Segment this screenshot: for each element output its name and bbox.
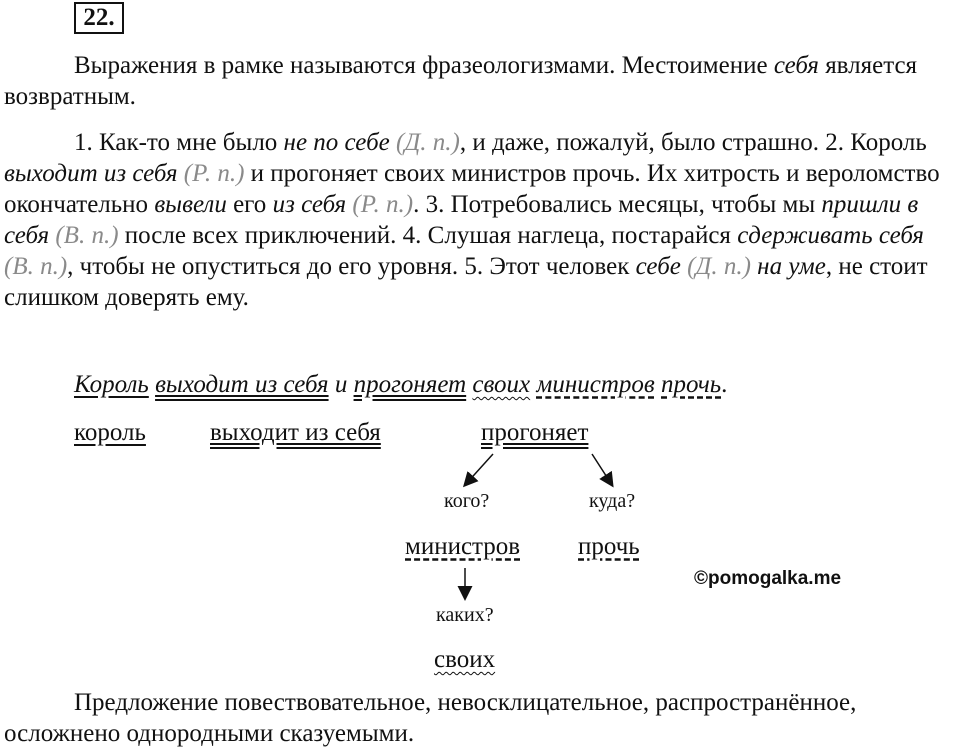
s4-case: (В. п.) — [4, 253, 68, 280]
s5-phrase1: себе — [635, 253, 681, 280]
s1-text: 1. Как-то мне было — [74, 129, 284, 156]
analysis-conjunction: и — [334, 371, 348, 398]
intro-pronoun: себя — [773, 52, 819, 79]
analysis-object: министров — [536, 371, 655, 398]
s3-text-b: после всех приключений. 4. Слушая наглеца, постарайся — [118, 222, 738, 249]
s2-mid: его — [226, 191, 273, 218]
analysis-subject: Король — [74, 371, 149, 398]
s2-text: и прогоняет своих министров прочь. Их хитрость и вероломство окончательно — [4, 160, 940, 218]
s3-phrase: пришли в себя — [4, 191, 919, 249]
scheme-attribute: своих — [434, 646, 496, 673]
s1-text-b: , и даже, пожалуй, было страшно. 2. Король — [459, 129, 927, 156]
s4-text: , чтобы не опуститься до его уровня. 5. Этот человек — [67, 253, 636, 280]
watermark: ©pomogalka.me — [694, 568, 842, 589]
s1-phrase: не по себе — [283, 129, 390, 156]
arrow-to-whom — [465, 454, 493, 485]
s3-text: . 3. Потребовались месяцы, чтобы мы — [413, 191, 822, 218]
s5-case: (Д. п.) — [680, 253, 751, 280]
analysis-attribute: своих — [472, 371, 531, 398]
question-which: каких? — [436, 604, 494, 626]
arrow-to-where — [592, 454, 612, 485]
s2-phrase: выходит из себя — [4, 160, 178, 187]
analysis-predicate-1: выходит из себя — [155, 371, 329, 398]
s2-phrase2a: вывели — [154, 191, 227, 218]
exercise-number: 22. — [74, 2, 124, 34]
analysis-adverbial: прочь — [661, 371, 722, 398]
scheme-subject: король — [74, 419, 146, 446]
question-whom: кого? — [444, 490, 490, 512]
scheme-predicate-2: прогоняет — [481, 419, 589, 446]
analysis-period: . — [721, 371, 728, 398]
s2-case: (Р. п.) — [177, 160, 245, 187]
s1-case: (Д. п.) — [389, 129, 460, 156]
scheme-predicate-1: выходит из себя — [210, 419, 381, 446]
analysis-predicate-2: прогоняет — [353, 371, 467, 398]
s5-text: , не стоит слишком доверять ему. — [4, 253, 928, 311]
s4-phrase: сдерживать себя — [737, 222, 924, 249]
question-where: куда? — [589, 490, 636, 512]
s3-case: (В. п.) — [49, 222, 119, 249]
intro-text: Выражения в рамке называются фразеологизмами. Местоимение — [74, 52, 774, 79]
s2-phrase2b: из себя — [272, 191, 347, 218]
intro-end: является возвратным. — [4, 52, 918, 110]
s2-case2: (Р. п.) — [346, 191, 414, 218]
scheme-object: министров — [405, 533, 521, 560]
conclusion-paragraph: Предложение повествовательное, невосклицательное, распространённое, осложнено однородными сказуемыми. — [4, 689, 857, 747]
s5-phrase2: на уме — [750, 253, 826, 280]
scheme-adverbial: прочь — [578, 533, 640, 560]
